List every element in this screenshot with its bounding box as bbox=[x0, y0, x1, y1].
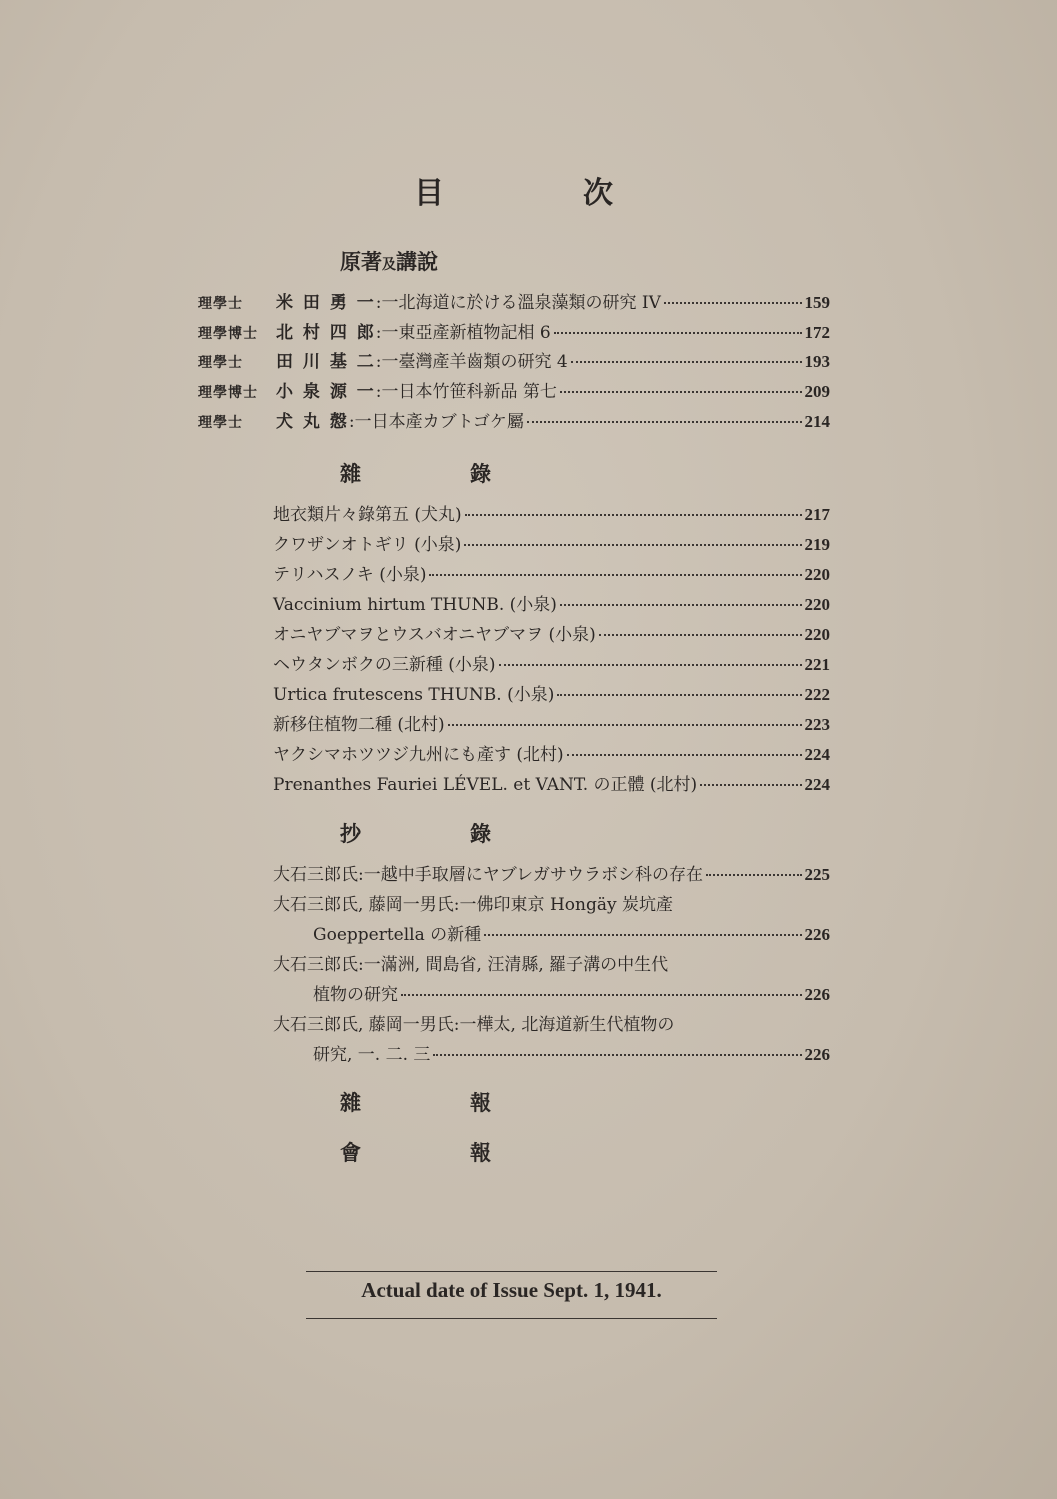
footer-rule-bottom bbox=[306, 1318, 717, 1319]
author-name: 田 川 基 二 bbox=[276, 352, 376, 372]
page-number: 224 bbox=[804, 775, 830, 794]
leader-dots bbox=[664, 302, 802, 304]
author-degree: 理學士 bbox=[198, 355, 243, 371]
toc-row[interactable] bbox=[198, 288, 830, 314]
author-name: 犬 丸 慤 bbox=[276, 412, 349, 432]
section-heading-news-1: 雜 bbox=[340, 1090, 361, 1115]
page-number: 220 bbox=[804, 565, 830, 584]
page-number: 159 bbox=[804, 293, 830, 312]
section-heading-abstracts-2: 錄 bbox=[470, 821, 491, 846]
page-number: 220 bbox=[804, 595, 830, 614]
footer-rule-top bbox=[306, 1271, 717, 1272]
leader-dots bbox=[484, 934, 801, 936]
leader-dots bbox=[571, 361, 802, 363]
entry-title: ヤクシマホツツジ九州にも產す (北村) bbox=[273, 745, 564, 765]
entry-title: 植物の研究 bbox=[313, 985, 398, 1005]
toc-row-line[interactable] bbox=[273, 950, 830, 976]
entry-title: Goeppertella の新種 bbox=[313, 925, 482, 945]
author-degree: 理學博士 bbox=[198, 385, 258, 401]
author-degree: 理學士 bbox=[198, 296, 243, 312]
entry-title: クワザンオトギリ (小泉) bbox=[273, 535, 462, 555]
page-title-char-2: 次 bbox=[583, 176, 613, 211]
author-name: 米 田 勇 一 bbox=[276, 293, 376, 313]
leader-dots bbox=[401, 994, 802, 996]
toc-row[interactable] bbox=[273, 560, 830, 586]
leader-dots bbox=[567, 754, 802, 756]
issue-date: Actual date of Issue Sept. 1, 1941. bbox=[361, 1278, 662, 1302]
section-heading-news-2: 報 bbox=[470, 1090, 491, 1115]
entry-title: Vaccinium hirtum THUNB. (小泉) bbox=[273, 595, 557, 615]
page-number: 226 bbox=[804, 985, 830, 1004]
leader-dots bbox=[599, 634, 802, 636]
leader-dots bbox=[554, 332, 802, 334]
leader-dots bbox=[560, 391, 802, 393]
toc-row[interactable] bbox=[273, 710, 830, 736]
entry-title: オニヤブマヲとウスバオニヤブマヲ (小泉) bbox=[273, 625, 596, 645]
page-number: 224 bbox=[804, 745, 830, 764]
toc-row[interactable] bbox=[273, 620, 830, 646]
leader-dots bbox=[700, 784, 801, 786]
section-heading-society-2: 報 bbox=[470, 1140, 491, 1165]
page-number: 219 bbox=[804, 535, 830, 554]
page-number: 222 bbox=[804, 685, 830, 704]
toc-row[interactable] bbox=[313, 1040, 830, 1066]
leader-dots bbox=[448, 724, 802, 726]
author-degree: 理學博士 bbox=[198, 326, 258, 342]
toc-row[interactable] bbox=[273, 770, 830, 796]
toc-row[interactable] bbox=[313, 920, 830, 946]
leader-dots bbox=[465, 514, 802, 516]
entry-title: テリハスノキ (小泉) bbox=[273, 565, 427, 585]
page-title-char-1: 目 bbox=[414, 176, 444, 211]
page-number: 209 bbox=[804, 382, 830, 401]
leader-dots bbox=[527, 421, 802, 423]
leader-dots bbox=[706, 874, 801, 876]
toc-row[interactable] bbox=[273, 650, 830, 676]
entry-title: 大石三郎氏:一越中手取層にヤブレガサウラボシ科の存在 bbox=[273, 865, 704, 885]
section-heading-misc-2: 錄 bbox=[470, 461, 491, 486]
page-number: 172 bbox=[804, 323, 830, 342]
page-number: 214 bbox=[804, 412, 830, 431]
leader-dots bbox=[429, 574, 801, 576]
entry-title: 大石三郎氏, 藤岡一男氏:一樺太, 北海道新生代植物の bbox=[273, 1015, 675, 1035]
author-name: 北 村 四 郎 bbox=[276, 323, 376, 343]
toc-row-line[interactable] bbox=[273, 890, 830, 916]
leader-dots bbox=[557, 694, 801, 696]
entry-title: :一日本竹笹科新品 第七 bbox=[375, 382, 557, 402]
entry-title: Prenanthes Fauriei LÉVEL. et VANT. の正體 (北村) bbox=[273, 775, 698, 795]
toc-row[interactable] bbox=[198, 407, 830, 433]
entry-title: Urtica frutescens THUNB. (小泉) bbox=[273, 685, 555, 705]
toc-row[interactable] bbox=[273, 530, 830, 556]
entry-title: :一臺灣產羊齒類の研究 4 bbox=[375, 352, 568, 372]
entry-title: :一日本產カブトゴケ屬 bbox=[348, 412, 524, 432]
toc-row[interactable] bbox=[313, 980, 830, 1006]
toc-row[interactable] bbox=[273, 500, 830, 526]
section-heading-society-1: 會 bbox=[340, 1140, 361, 1165]
section-original-label-small: 及 bbox=[382, 257, 396, 273]
leader-dots bbox=[499, 664, 802, 666]
toc-row[interactable] bbox=[273, 860, 830, 886]
toc-row[interactable] bbox=[273, 680, 830, 706]
section-heading-abstracts-1: 抄 bbox=[340, 821, 361, 846]
toc-row-line[interactable] bbox=[273, 1010, 830, 1036]
section-heading-misc-1: 雜 bbox=[340, 461, 361, 486]
page-number: 217 bbox=[804, 505, 830, 524]
toc-row[interactable] bbox=[273, 740, 830, 766]
page-number: 220 bbox=[804, 625, 830, 644]
page-number: 226 bbox=[804, 1045, 830, 1064]
entry-title: :一東亞產新植物記相 6 bbox=[375, 323, 551, 343]
toc-row[interactable] bbox=[198, 347, 830, 373]
author-degree: 理學士 bbox=[198, 415, 243, 431]
entry-title: 大石三郎氏, 藤岡一男氏:一佛印東京 Hongäy 炭坑產 bbox=[273, 895, 673, 915]
page-number: 221 bbox=[804, 655, 830, 674]
entry-title: ヘウタンボクの三新種 (小泉) bbox=[273, 655, 496, 675]
section-heading-original bbox=[340, 246, 438, 276]
toc-row[interactable] bbox=[198, 318, 830, 344]
leader-dots bbox=[433, 1054, 801, 1056]
section-original-label: 原著 bbox=[340, 249, 382, 274]
entry-title: 地衣類片々錄第五 (犬丸) bbox=[273, 505, 462, 525]
toc-row[interactable] bbox=[198, 377, 830, 403]
entry-title: 研究, 一. 二. 三 bbox=[313, 1045, 431, 1065]
page-number: 223 bbox=[804, 715, 830, 734]
page-number: 193 bbox=[804, 352, 830, 371]
entry-title: 大石三郎氏:一滿洲, 間島省, 汪清縣, 羅子溝の中生代 bbox=[273, 955, 669, 975]
page-number: 225 bbox=[804, 865, 830, 884]
entry-title: :一北海道に於ける溫泉藻類の研究 IV bbox=[375, 293, 661, 313]
leader-dots bbox=[464, 544, 801, 546]
author-name: 小 泉 源 一 bbox=[276, 382, 376, 402]
toc-row[interactable] bbox=[273, 590, 830, 616]
section-original-label-2: 講說 bbox=[396, 249, 438, 274]
page-number: 226 bbox=[804, 925, 830, 944]
entry-title: 新移住植物二種 (北村) bbox=[273, 715, 445, 735]
leader-dots bbox=[560, 604, 802, 606]
